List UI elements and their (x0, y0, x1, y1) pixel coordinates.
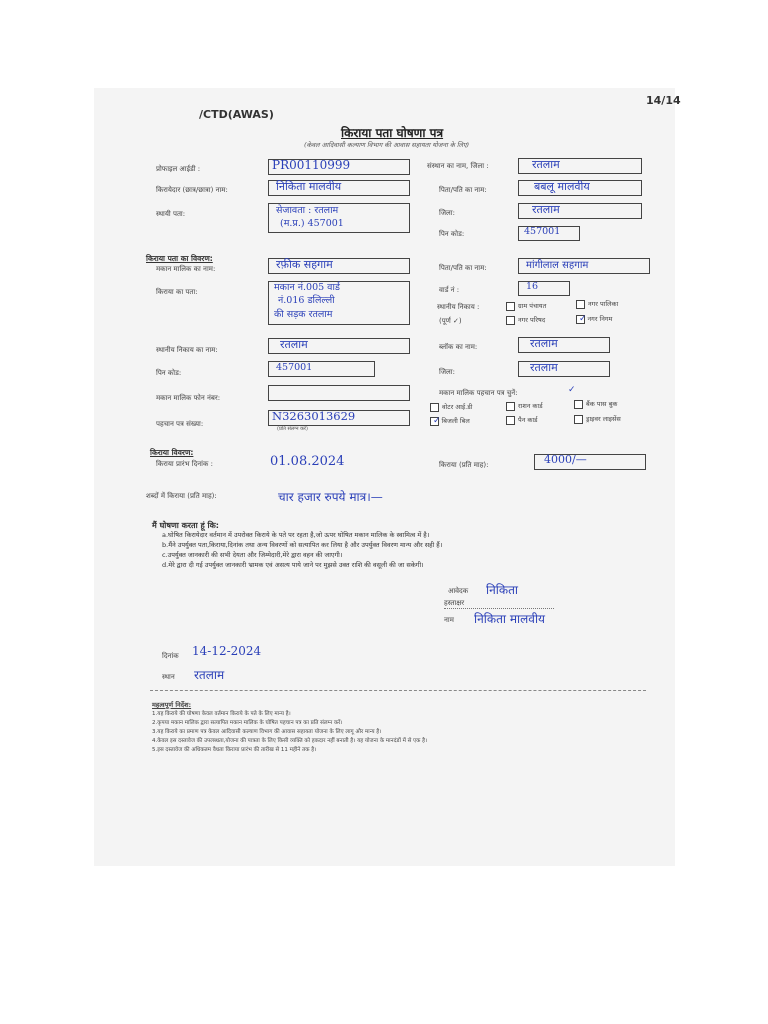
permanent-address-line2: (म.प्र.) 457001 (280, 218, 344, 229)
rental-district-value: रतलाम (530, 361, 558, 374)
note-item: 1.यह किराये की घोषणा केवल वर्तमान किराये के पते के लिए मान्य है। (152, 711, 291, 717)
rental-address-line2: नं.016 डलिल्ली (278, 295, 335, 306)
tenant-name-value: निकिता मालवीय (276, 180, 342, 193)
rental-district-label: जिला: (439, 368, 455, 376)
rent-start-label: किराया प्रारंभ दिनांक : (156, 460, 213, 468)
block-name-label: ब्लॉक का नाम: (439, 343, 478, 351)
ward-label: वार्ड नं : (439, 286, 460, 294)
note-item: 5.इस दस्तावेज की अधिकतम वैधता किराया प्रारंभ की तारीख से 11 महीने तक है। (152, 747, 317, 753)
ward-value: 16 (526, 281, 539, 292)
check-mark-icon: ✓ (433, 416, 441, 426)
option-electricity-bill[interactable]: ✓बिजली बिल (430, 416, 470, 426)
local-body-type-hint: (पूर्ण ✓) (439, 317, 462, 325)
applicant-signature: निकिता (486, 583, 519, 597)
option-pan-card[interactable]: पैन कार्ड (506, 415, 538, 425)
id-number-value: N3263013629 (272, 409, 356, 423)
checkbox[interactable] (574, 400, 583, 409)
local-body-name-value: रतलाम (280, 338, 308, 351)
note-item: 4.केवल इस दस्तावेज की उपलब्धता,योजना की पात्रता के लिए किसी व्यक्ति को हकदार नहीं बनाती है। यह योजना के मानदंडों में से एक है। (152, 738, 428, 744)
district-value: रतलाम (532, 203, 560, 216)
scheme-code: /CTD(AWAS) (199, 108, 274, 121)
local-body-type-label: स्थानीय निकाय : (437, 303, 480, 311)
option-nagar-parishad[interactable]: नगर परिषद (506, 315, 545, 325)
district-label: जिला: (439, 209, 455, 217)
check-mark-icon: ✓ (568, 385, 576, 395)
owner-name-label: मकान मालिक का नाम: (156, 265, 216, 273)
note-item: 3.यह किराये का प्रमाण पत्र केवल आदिवासी कल्याण विभाग की आवास सहायता योजना के लिए लागू और मान्य है। (152, 729, 382, 735)
checkbox[interactable] (430, 403, 439, 412)
declaration-point: d.मेरे द्वारा दी गई उपर्युक्त जानकारी भ्रामक एवं असत्य पाये जाने पर मुझसे उक्त राशि की वसूली की जा सकेगी। (162, 561, 424, 569)
note-item: 2.कृपया मकान मालिक द्वारा सत्यापित मकान मालिक के घोषित पहचान पत्र का प्रति संलग्न करें। (152, 720, 343, 726)
monthly-rent-label: किराया (प्रति माह): (439, 461, 489, 469)
id-number-note: (प्रति संलग्न करें) (277, 426, 308, 432)
date-value: 14-12-2024 (192, 644, 262, 658)
rental-address-line3: की सड़क रतलाम (274, 309, 333, 320)
date-label: दिनांक (162, 652, 179, 660)
institution-value: रतलाम (532, 158, 560, 171)
option-ration-card[interactable]: राशन कार्ड (506, 401, 543, 411)
institution-label: संस्थान का नाम, जिला : (427, 162, 489, 170)
owner-father-value: मांगीलाल सहगाम (526, 260, 589, 271)
tenant-name-label: किरायेदार (छात्र/छात्रा) नाम: (156, 186, 228, 194)
rental-address-label: किराया का पता: (156, 288, 198, 296)
father-name-label: पिता/पति का नाम: (439, 186, 487, 194)
place-value: रतलाम (194, 668, 225, 682)
form-title: किराया पता घोषणा पत्र (341, 126, 444, 140)
checkbox[interactable] (506, 416, 515, 425)
rental-pin-label: पिन कोड: (156, 369, 182, 377)
declaration-point: a.घोषित किरायेदार वर्तमान में उपरोक्त किराये के पते पर रहता है,जो ऊपर घोषित मकान मालिक के स्वामित्व में है। (162, 531, 430, 539)
rental-section-label: किराया पता का विवरण: (146, 254, 213, 263)
option-gram-panchayat[interactable]: ग्राम पंचायत (506, 301, 546, 311)
check-mark-icon: ✓ (579, 314, 587, 324)
applicant-label: आवेदक (448, 587, 469, 595)
owner-name-value: रफ़ीक सहगाम (276, 258, 333, 271)
profile-id-label: प्रोफाइल आईडी : (156, 165, 201, 173)
option-nagar-palika[interactable]: नगर पालिका (576, 299, 618, 309)
form-subtitle: (केवल आदिवासी कल्याण विभाग की आवास सहायता योजना के लिए) (304, 141, 470, 149)
name-label: नाम (444, 616, 454, 624)
permanent-address-label: स्थायी पता: (156, 210, 186, 218)
block-name-value: रतलाम (530, 337, 558, 350)
checkbox[interactable] (506, 402, 515, 411)
rent-words-value: चार हजार रुपये मात्र।— (278, 490, 383, 504)
rental-pin-value: 457001 (276, 362, 313, 373)
permanent-address-line1: सेजावता : रतलाम (276, 205, 339, 216)
declaration-heading: मैं घोषणा करता हूं कि: (152, 521, 219, 530)
father-name-value: बबलू मालवीय (534, 180, 590, 193)
signature-label: हस्ताक्षर (444, 599, 554, 609)
notes-heading: महत्वपूर्ण निर्देश: (152, 701, 192, 709)
option-bank-passbook[interactable]: बैंक पास बुक (574, 399, 617, 409)
rent-start-value: 01.08.2024 (270, 454, 345, 469)
checkbox[interactable] (574, 415, 583, 424)
checkbox[interactable] (506, 316, 515, 325)
checkbox[interactable] (506, 302, 515, 311)
option-nagar-nigam[interactable]: ✓नगर निगम (576, 314, 612, 324)
id-proof-label: मकान मालिक पहचान पत्र चुनें: (439, 389, 518, 397)
divider (150, 690, 646, 691)
rent-section-label: किराया विवरण: (150, 448, 194, 457)
option-driving-license[interactable]: ड्राइवर लाइसेंस (574, 414, 621, 424)
owner-phone-box[interactable] (268, 385, 410, 401)
scanned-document (94, 88, 681, 866)
owner-phone-label: मकान मालिक फोन नंबर: (156, 394, 221, 402)
rent-words-label: शब्दों में किराया (प्रति माह): (146, 492, 217, 500)
monthly-rent-value: 4000/— (544, 453, 587, 466)
checkbox[interactable] (576, 300, 585, 309)
page-number: 14/14 (646, 94, 681, 107)
rental-address-line1: मकान नं.005 वार्ड (274, 282, 340, 293)
id-number-label: पहचान पत्र संख्या: (156, 420, 204, 428)
option-voter-id[interactable]: वोटर आई.डी (430, 402, 472, 412)
declaration-point: c.उपर्युक्त जानकारी की सभी देयता और जिम्मेदारी,मेरे द्वारा वहन की जाएगी। (162, 551, 343, 559)
owner-father-label: पिता/पति का नाम: (439, 264, 487, 272)
profile-id-value: PR00110999 (272, 158, 351, 172)
pin-code-value: 457001 (524, 226, 561, 237)
name-value: निकिता मालवीय (474, 612, 546, 626)
place-label: स्थान (162, 673, 175, 681)
pin-code-label: पिन कोड: (439, 230, 465, 238)
declaration-point: b.मैंने उपर्युक्त पता,किराया,दिनांक तथा अन्य विवरणों को सत्यापित कर लिया है और उपर्युक्त विवरण मान्य और सही हैं। (162, 541, 443, 549)
local-body-name-label: स्थानीय निकाय का नाम: (156, 346, 218, 354)
